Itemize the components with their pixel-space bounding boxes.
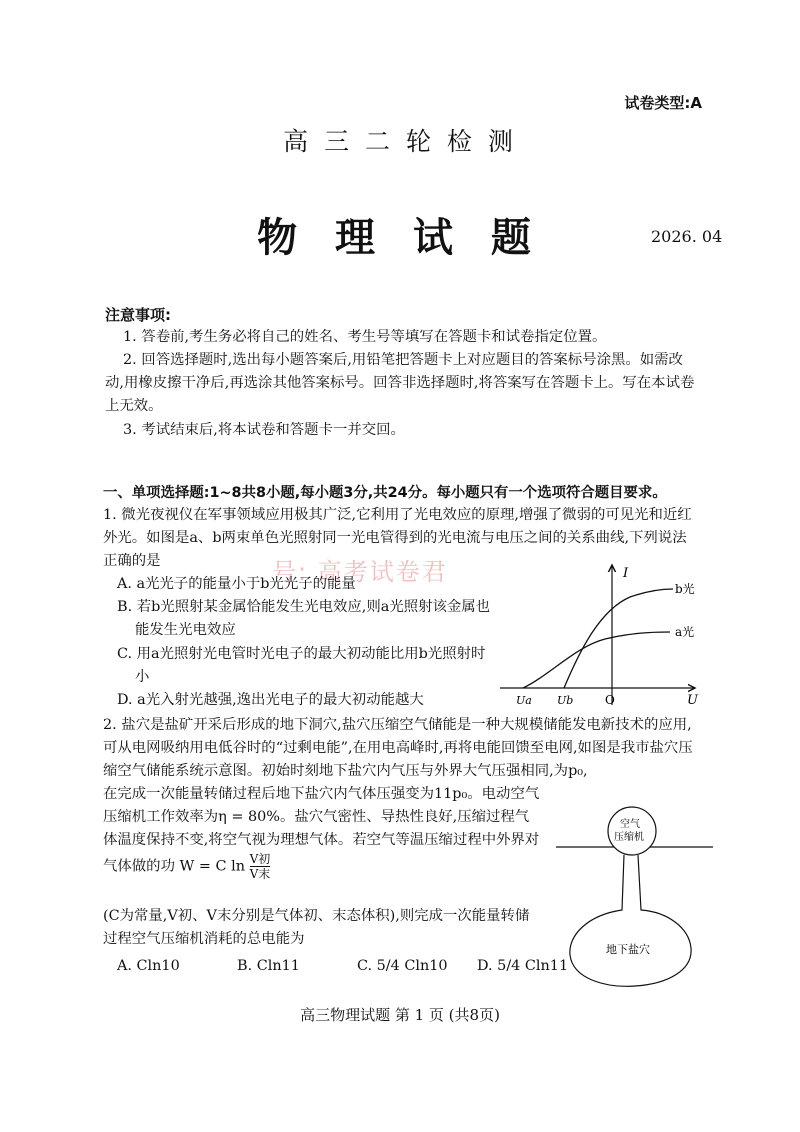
curve-b — [564, 589, 673, 688]
q1-option-d: D. a光入射光越强,逸出光电子的最大初动能越大 — [117, 692, 424, 708]
question-2-stem: 2. 盐穴是盐矿开采后形成的地下洞穴,盐穴压缩空气储能是一种大规模储能发电新技术的应用,可从电网吸纳用电低谷时的“过剩电能”,在用电高峰时,再将电能回馈至电网,如图是我市盐穴压缩空气储能系统示意图。初始时刻地下盐穴内气压与外界大气压强相同,为p₀, — [103, 717, 693, 779]
cavern-outline — [570, 855, 691, 986]
compressor-circle — [608, 807, 656, 855]
formula-numerator: V初 — [249, 852, 271, 866]
origin-label: O — [605, 693, 615, 707]
question-1-stem: 1. 微光夜视仪在军事领域应用极其广泛,它利用了光电效应的原理,增强了微弱的可见光和近红外光。如图是a、b两束单色光照射同一光电管得到的光电流与电压之间的关系曲线,下列说法正确的是 — [103, 507, 692, 569]
cavern-label: 地下盐穴 — [606, 943, 650, 956]
section-heading: 一、单项选择题:1~8共8小题,每小题3分,共24分。每小题只有一个选项符合题目要求。 — [103, 485, 667, 501]
notice-item-2: 2. 回答选择题时,选出每小题答案后,用铅笔把答题卡上对应题目的答案标号涂黑。如需改动,用橡皮擦干净后,再选涂其他答案标号。回答非选择题时,将答案写在答题卡上。写在本试卷上无效。 — [105, 352, 695, 414]
volume-ratio-formula — [250, 852, 271, 881]
compressor-label-2: 压缩机 — [614, 832, 644, 843]
exam-date: 2026. 04 — [651, 227, 723, 246]
question-2-stem-end: (C为常量,V初、V末分别是气体初、末态体积),则完成一次能量转储过程空气压缩机消耗的总电能为 — [103, 908, 530, 947]
q1-option-c: C. 用a光照射光电管时光电子的最大初动能比用b光照射时小 — [117, 646, 486, 685]
q2-choice-a: A. Cln10 — [117, 958, 180, 974]
question-2-stem-cont — [103, 783, 543, 881]
q2-choice-c: C. 5/4 Cln10 — [357, 958, 448, 974]
question-2-text: 在完成一次能量转储过程后地下盐穴内气体压强变为11p₀。电动空气压缩机工作效率为η = 80%。盐穴气密性、导热性良好,压缩过程气体温度保持不变,将空气视为理想气体。若空气等温压缩过程中外界对气体做的功 W = C ln — [103, 786, 540, 875]
u-axis-label: U — [687, 693, 698, 708]
q2-choice-b: B. Cln11 — [237, 958, 300, 974]
formula-denominator: V末 — [249, 867, 271, 881]
compressor-label-1: 空气 — [620, 819, 640, 830]
i-axis-label: I — [623, 566, 629, 581]
watermark: 号: 高考试卷君 — [272, 558, 448, 586]
curve-a-label: a光 — [675, 625, 695, 639]
curve-b-label: b光 — [675, 582, 695, 596]
q2-choices — [117, 958, 597, 974]
q1-option-b: B. 若b光照射某金属恰能发生光电效应,则a光照射该金属也能发生光电效应 — [117, 599, 491, 638]
photocurrent-graph — [490, 555, 705, 715]
exam-title: 高 三 二 轮 检 测 — [283, 127, 517, 156]
ub-label: Ub — [557, 694, 574, 707]
salt-cavern-diagram — [548, 800, 723, 990]
paper-type: 试卷类型:A — [624, 94, 702, 112]
page-footer: 高三物理试题 第 1 页 (共8页) — [300, 1006, 500, 1024]
ua-label: Ua — [516, 694, 532, 707]
q1-option-a: A. a光光子的能量小于b光光子的能量 — [117, 576, 356, 592]
q2-choice-d: D. 5/4 Cln11 — [477, 958, 569, 974]
notice-item-1: 1. 答卷前,考生务必将自己的姓名、考生号等填写在答题卡和试卷指定位置。 — [123, 329, 607, 345]
curve-a — [523, 632, 670, 688]
notice-heading: 注意事项: — [105, 306, 171, 324]
subject-title: 物 理 试 题 — [257, 214, 543, 261]
notice-item-3: 3. 考试结束后,将本试卷和答题卡一并交回。 — [123, 422, 405, 438]
